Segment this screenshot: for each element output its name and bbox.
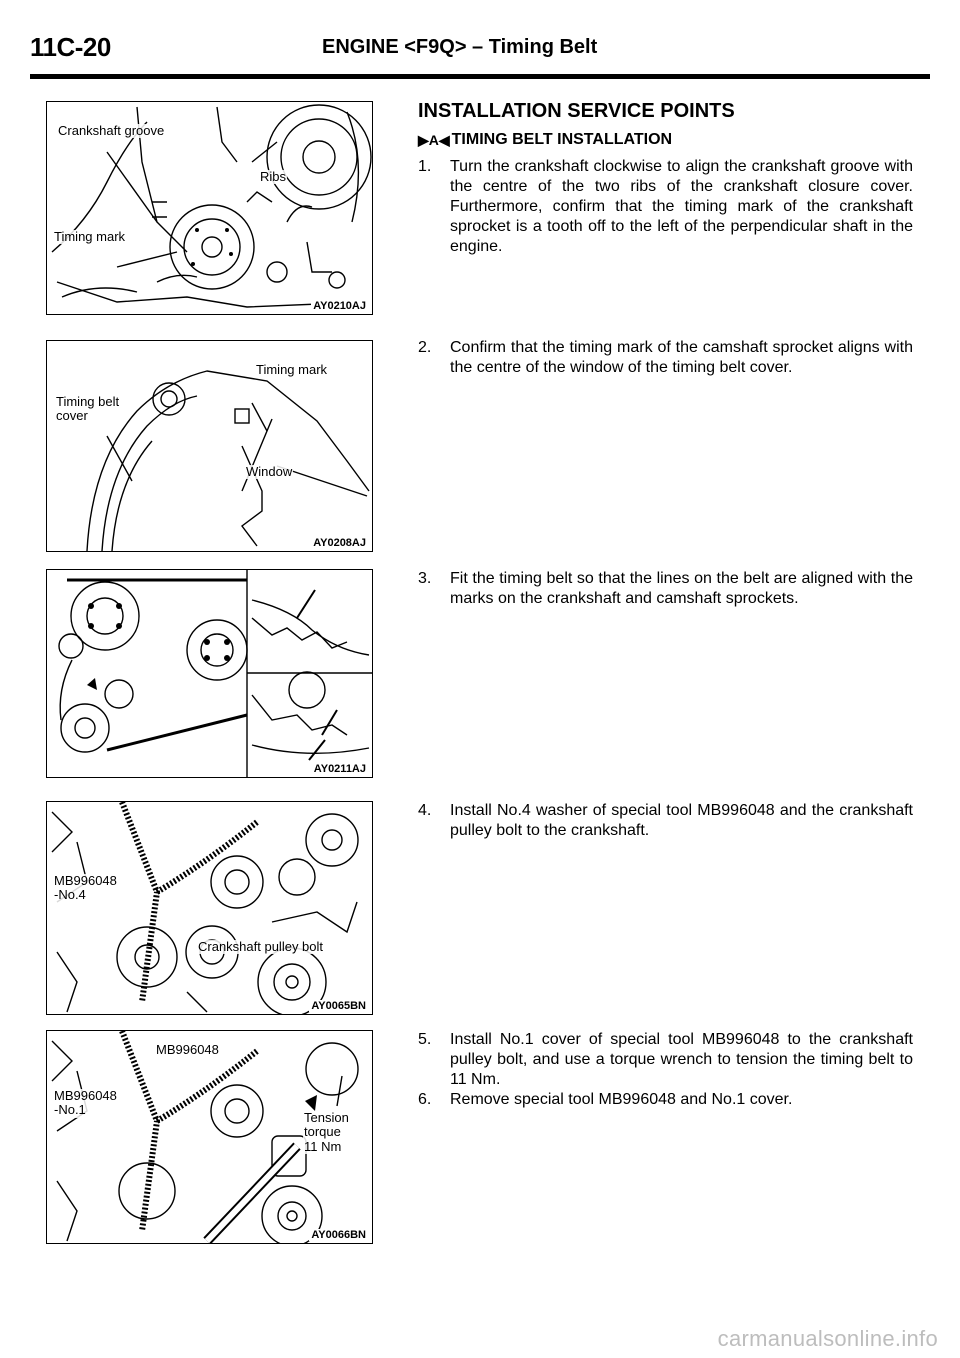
label-mb996048-no1: MB996048 -No.1 <box>54 1088 117 1118</box>
label-ribs: Ribs <box>260 169 287 184</box>
step-6: 6. Remove special tool MB996048 and No.1 cover. <box>418 1091 793 1108</box>
section-title: INSTALLATION SERVICE POINTS <box>418 100 735 122</box>
sub-title-text: TIMING BELT INSTALLATION <box>451 131 673 148</box>
label-mb996048-no4: MB996048 -No.4 <box>54 873 117 903</box>
watermark: carmanualsonline.info <box>717 1326 938 1351</box>
step-4: 4. Install No.4 washer of special tool MB996048 and the crankshaft pulley bolt to the crankshaft. <box>418 802 913 839</box>
figure-code: AY0210AJ <box>313 300 366 312</box>
label-timing-mark: Timing mark <box>54 229 126 244</box>
label-timing-mark: Timing mark <box>256 362 328 377</box>
washer-install-illustration <box>47 802 372 1014</box>
figure-torque-tension <box>46 1030 373 1244</box>
step-2: 2. Confirm that the timing mark of the camshaft sprocket aligns with the centre of the window of the timing belt cover. <box>418 339 913 376</box>
figure-crankshaft-groove <box>46 101 373 315</box>
page-number: 11C-20 <box>30 32 111 62</box>
figure-code: AY0211AJ <box>313 763 366 775</box>
page-heading: ENGINE <F9Q> – Timing Belt <box>322 36 598 58</box>
label-crankshaft-groove: Crankshaft groove <box>58 123 165 138</box>
label-window: Window <box>246 464 293 479</box>
step-5: 5. Install No.1 cover of special tool MB996048 to the crankshaft pulley bolt, and use a torque wrench to tension the timing belt to 11 Nm. <box>418 1031 913 1088</box>
figure-belt-routing <box>46 569 373 778</box>
service-point-marker: ▶A◀ <box>418 131 450 148</box>
belt-routing-illustration <box>47 570 372 777</box>
sub-title <box>418 131 672 149</box>
figure-timing-window <box>46 340 373 552</box>
label-tension-torque: Tension torque 11 Nm <box>304 1110 349 1154</box>
figure-code: AY0066BN <box>311 1229 366 1241</box>
figure-code: AY0065BN <box>311 1000 366 1012</box>
step-3: 3. Fit the timing belt so that the lines on the belt are aligned with the marks on the crankshaft and camshaft sprockets. <box>418 570 913 607</box>
step-1: 1. Turn the crankshaft clockwise to align the crankshaft groove with the centre of the two ribs of the crankshaft closure cover. Furthermore, confirm that the timing mark of the crankshaft sprocket is a tooth off to the left of the perpendicular shaft in the engine. <box>418 158 913 255</box>
page-header <box>30 30 930 79</box>
label-mb996048: MB996048 <box>156 1042 219 1057</box>
label-timing-belt-cover: Timing belt cover <box>56 394 120 424</box>
figure-washer-install <box>46 801 373 1015</box>
figure-code: AY0208AJ <box>313 537 366 549</box>
label-crankshaft-pulley-bolt: Crankshaft pulley bolt <box>198 939 324 954</box>
